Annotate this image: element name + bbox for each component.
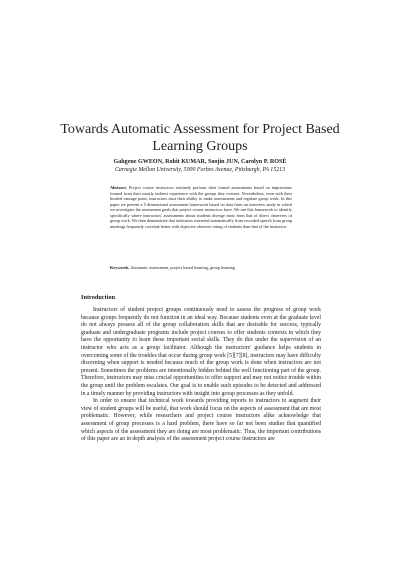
author-list: Gahgene GWEON, Rohit KUMAR, Soojin JUN, Carolyn P. ROSÉ (113, 159, 287, 165)
keywords-text: Automatic assessment, project based learning, group learning (130, 265, 235, 270)
keywords-label: Keywords. (110, 265, 130, 270)
paper-title: Towards Automatic Assessment for Project Based Learning Groups (60, 122, 340, 154)
abstract-label: Abstract. (110, 185, 127, 190)
body-paragraph: In order to ensure that technical work towards providing reports to instructors to augment their view of student groups will be useful, that work should focus on the aspects of assessment that are most problematic. However, while researchers and project course instructors alike acknowledge that assessment of group processes is a hard problem, there have so far not been studies that quantified which aspects of the assessment they are doing are most problematic. Thus, the important contributions of this paper are an in depth analysis of the assessment project course instructors are (81, 398, 321, 443)
keywords-block (110, 265, 292, 271)
abstract-text: Project course instructors routinely perform their formal assessments based on impressions formed from their mostly indirect experience with the groups they oversee. Nevertheless, even with their limited vantage point, instructors trust their ability to make assessments and regulate group work. In this paper we present a 5 dimensional assessment framework based on data from an interview study in which we investigate the assessment goals that project course instructors have. We use this framework to identify specifically where instructors' assessments about students diverge most from that of direct observers of group work. We then demonstrate that indicators extracted automatically from recorded speech from group meetings frequently correlate better with objective observer rating of students than that of the instructor. (110, 185, 292, 229)
section-heading: Introduction (81, 294, 116, 301)
affiliation: Carnegie Mellon University, 5000 Forbes Avenue, Pittsburgh, PA 15213 (114, 167, 286, 173)
body-paragraph: Instructors of student project groups continuously need to assess the progress of group work because groups frequently do not function in an ideal way. Because students even at the graduate level do not always possess all of the group collaboration skills that are desirable for success, typically graduate and undergraduate programs include project courses to offer students contexts in which they have the opportunity to learn these important social skills. They do this under the supervision of an instructor who acts as a group facilitator. Although the instructors' guidance helps students in overcoming some of the troubles that occur during group work [5][7][8], instructors may have difficulty discerning when support is needed because much of the group work is done when instructors are not present. Sometimes the problems are intentionally hidden behind the well functioning part of the group. Therefore, instructors may miss crucial opportunities to offer support and may not notice trouble within the group until the problem escalates. Our goal is to enable such episodes to be detected and addressed in a timely manner by providing instructors with insight into group processes as they unfold. (81, 307, 321, 397)
body-text (81, 307, 321, 444)
abstract-block (110, 185, 292, 229)
